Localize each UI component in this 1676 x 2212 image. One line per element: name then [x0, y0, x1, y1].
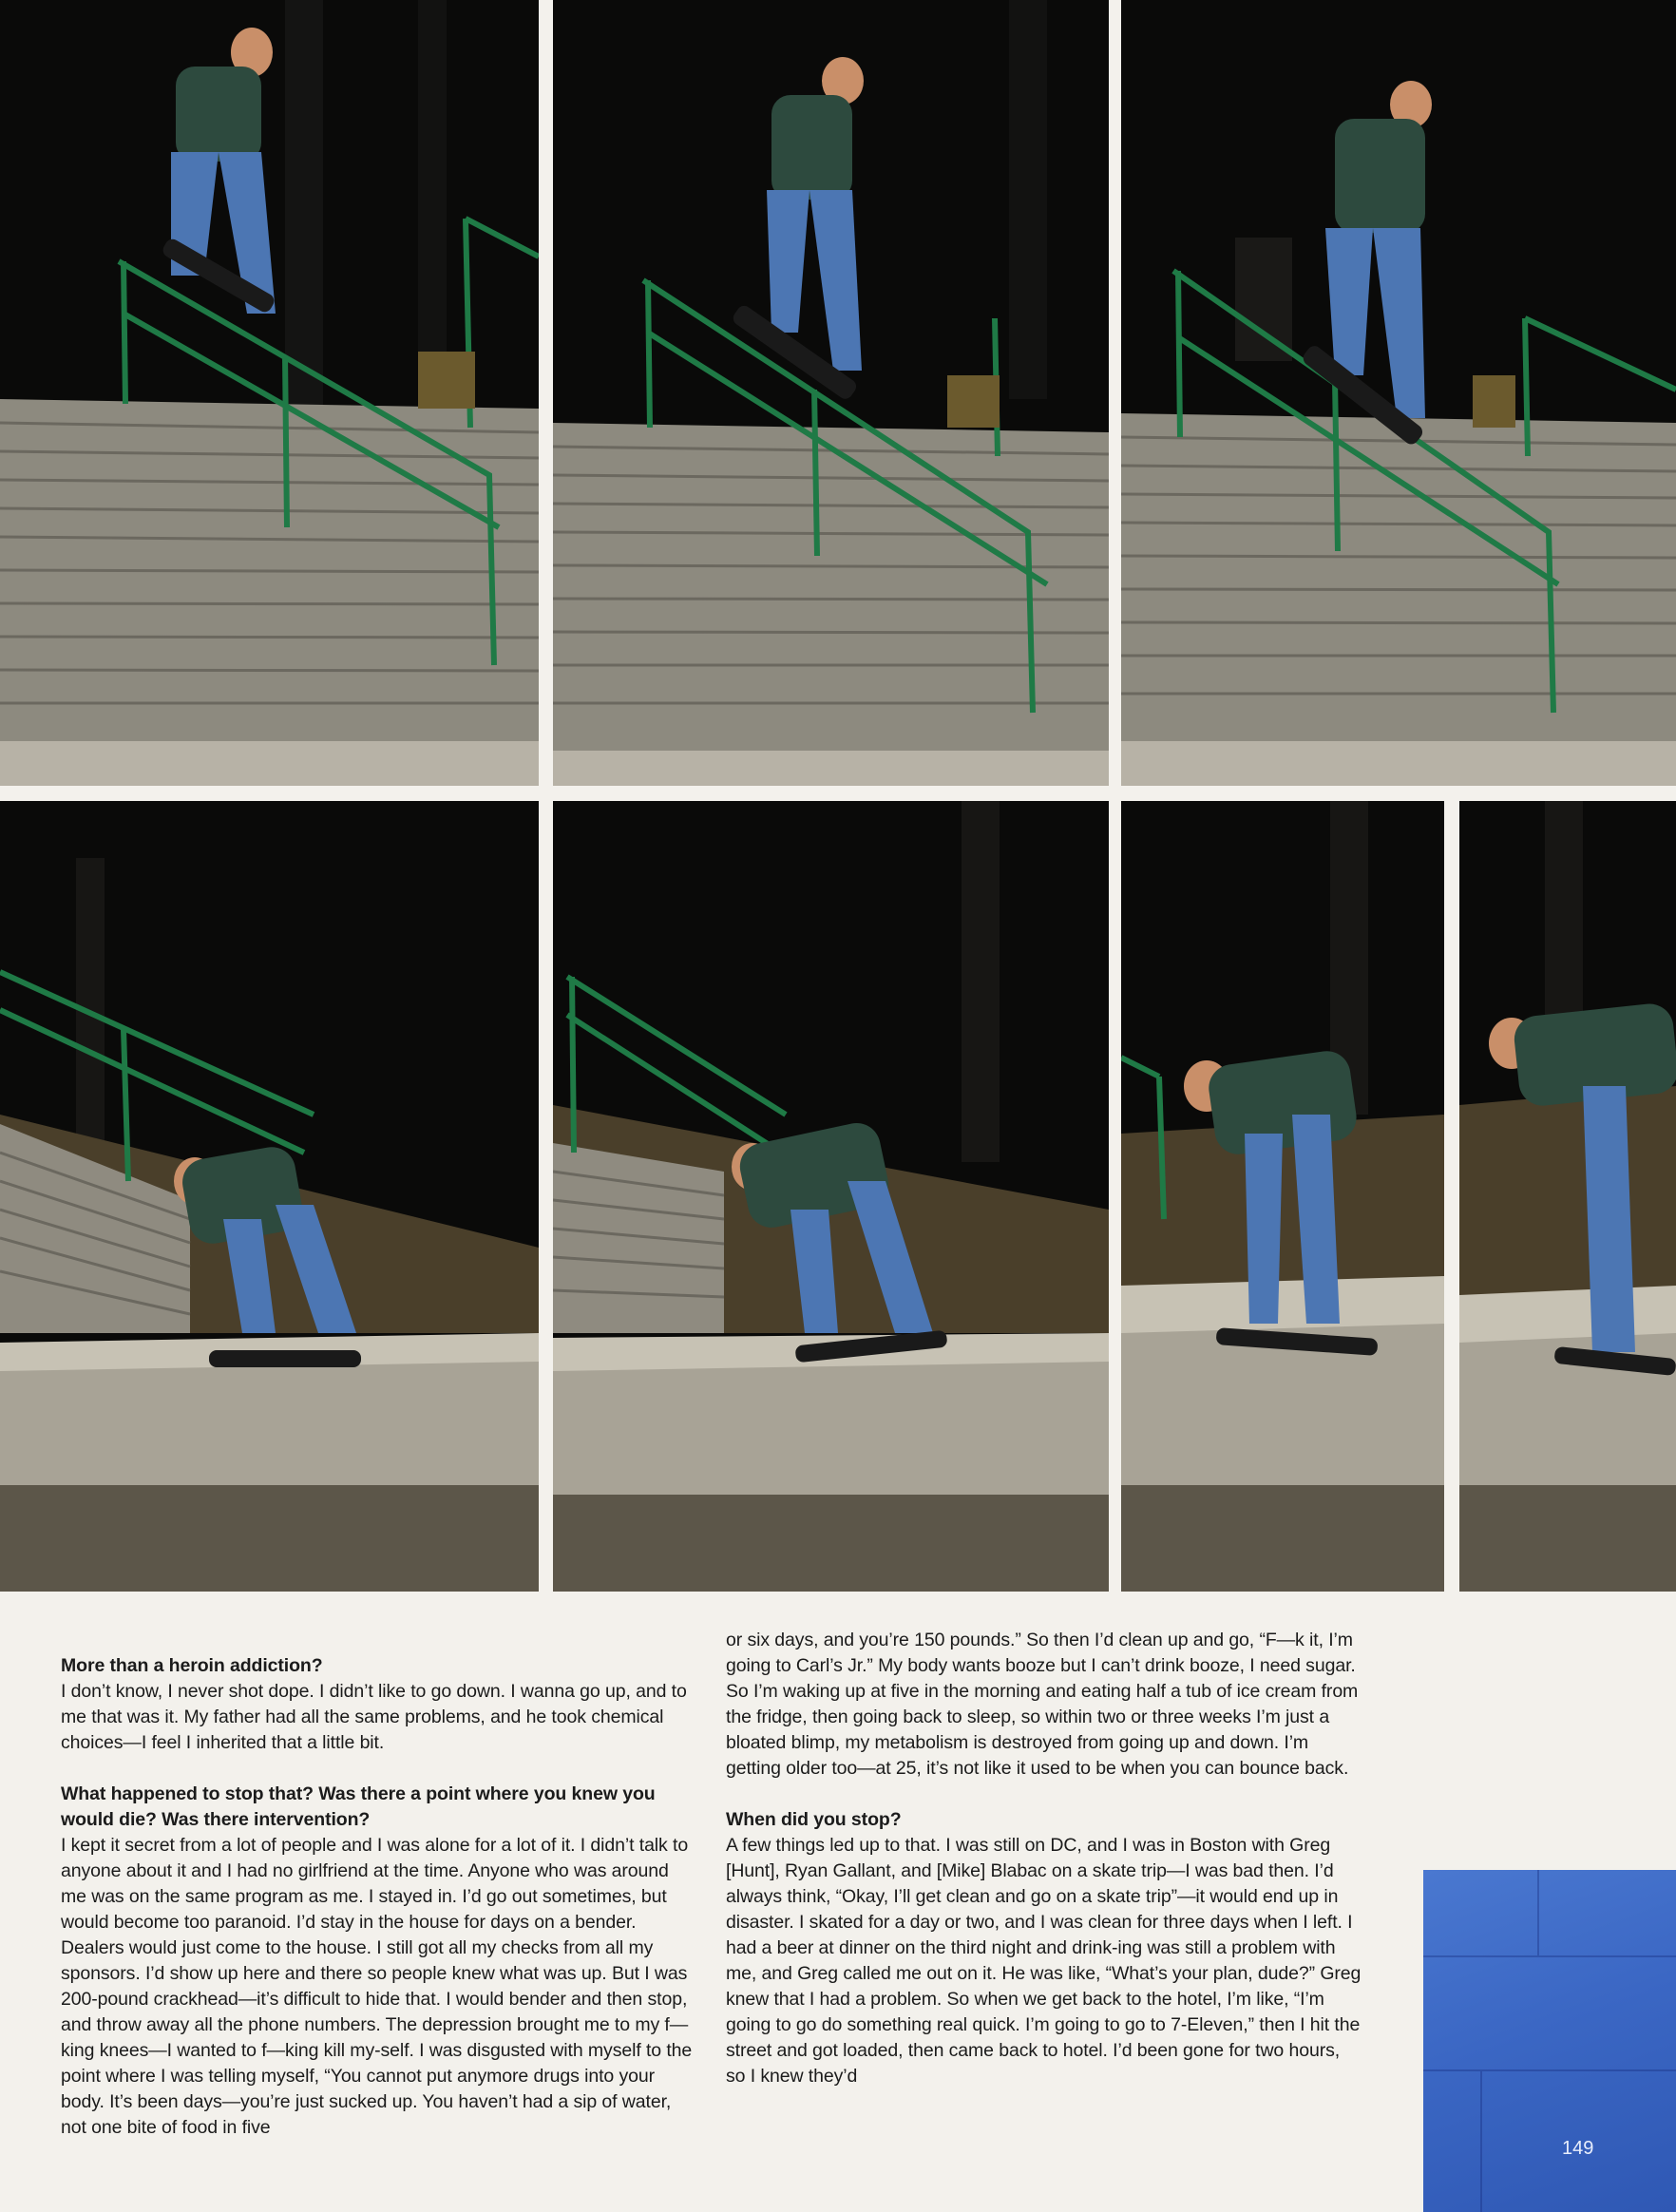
question-heading: What happened to stop that? Was there a point where you knew you would die? Was there intervention?: [61, 1783, 656, 1830]
rail-photo-1: [0, 0, 539, 786]
answer-text: A few things led up to that. I was still on DC, and I was in Boston with Greg [Hunt], Ryan Gallant, and [Mike] Blabac on a skate trip—I was bad then. I’d always think, “Okay, I’ll get clean and go on a skate trip”—it would end up in disaster. I skated for a day or two, and I was clean for three days when I left. I had a beer at dinner on the third night and drink-ing was still a problem with me, and Greg called me out on it. He was like, “What’s your plan, dude?” Greg knew that I had a problem. So when we get back to the hotel, I’m like, “I’m going to go do something real quick. I’m going to go to 7-Eleven,” then I hit the street and got loaded, then came back to hotel. I’d been gone for two hours, so I knew they’d: [726, 1835, 1362, 2087]
question-heading: More than a heroin addiction?: [61, 1655, 323, 1676]
qa-block: [61, 1653, 695, 1756]
answer-text: or six days, and you’re 150 pounds.” So then I’d clean up and go, “F—k it, I’m going to Carl’s Jr.” My body wants booze but I can’t drink booze, I need sugar. So I’m waking up at five in the morning and eating half a tub of ice cream from the fridge, then going back to sleep, so within two or three weeks I’m just a bloated blimp, my metabolism is destroyed from going up and down. I’m getting older too—at 25, it’s not like it used to be when you can bounce back.: [726, 1630, 1359, 1779]
page-number: 149: [1562, 2138, 1594, 2159]
decorative-blue-panel: [1423, 1870, 1676, 2212]
article-column-1: [61, 1653, 695, 2166]
article-column-2: [726, 1628, 1362, 2115]
rail-photo-3: [1121, 0, 1676, 786]
question-heading: When did you stop?: [726, 1809, 902, 1830]
qa-block: [726, 1628, 1362, 1782]
landing-photo-1: [0, 801, 539, 1592]
landing-photo-4: [1459, 801, 1676, 1592]
qa-block: [726, 1807, 1362, 2089]
landing-photo-2: [553, 801, 1109, 1592]
rail-photo-2: [553, 0, 1109, 786]
answer-text: I don’t know, I never shot dope. I didn’t like to go down. I wanna go up, and to me that was it. My father had all the same problems, and he took chemical choices—I feel I inherited that a little bit.: [61, 1681, 687, 1753]
landing-photo-3: [1121, 801, 1444, 1592]
answer-text: I kept it secret from a lot of people and I was alone for a lot of it. I didn’t talk to anyone about it and I had no girlfriend at the time. Anyone who was around me was on the same program as me. I stayed in. I’d go out sometimes, but would become too paranoid. I’d stay in the house for days on a bender. Dealers would just come to the house. I still got all my checks from all my sponsors. I’d show up here and there so people knew what was up. But I was 200-pound crackhead—it’s difficult to hide that. I would bender and then stop, and throw away all the phone numbers. The depression brought me to my f—king knees—I wanted to f—king kill my-self. I was disgusted with myself to the point where I was telling myself, “You cannot put anymore drugs into your body. It’s been days—you’re just sucked up. You haven’t had a sip of water, not one bite of food in five: [61, 1835, 693, 2138]
qa-block: [61, 1782, 695, 2141]
